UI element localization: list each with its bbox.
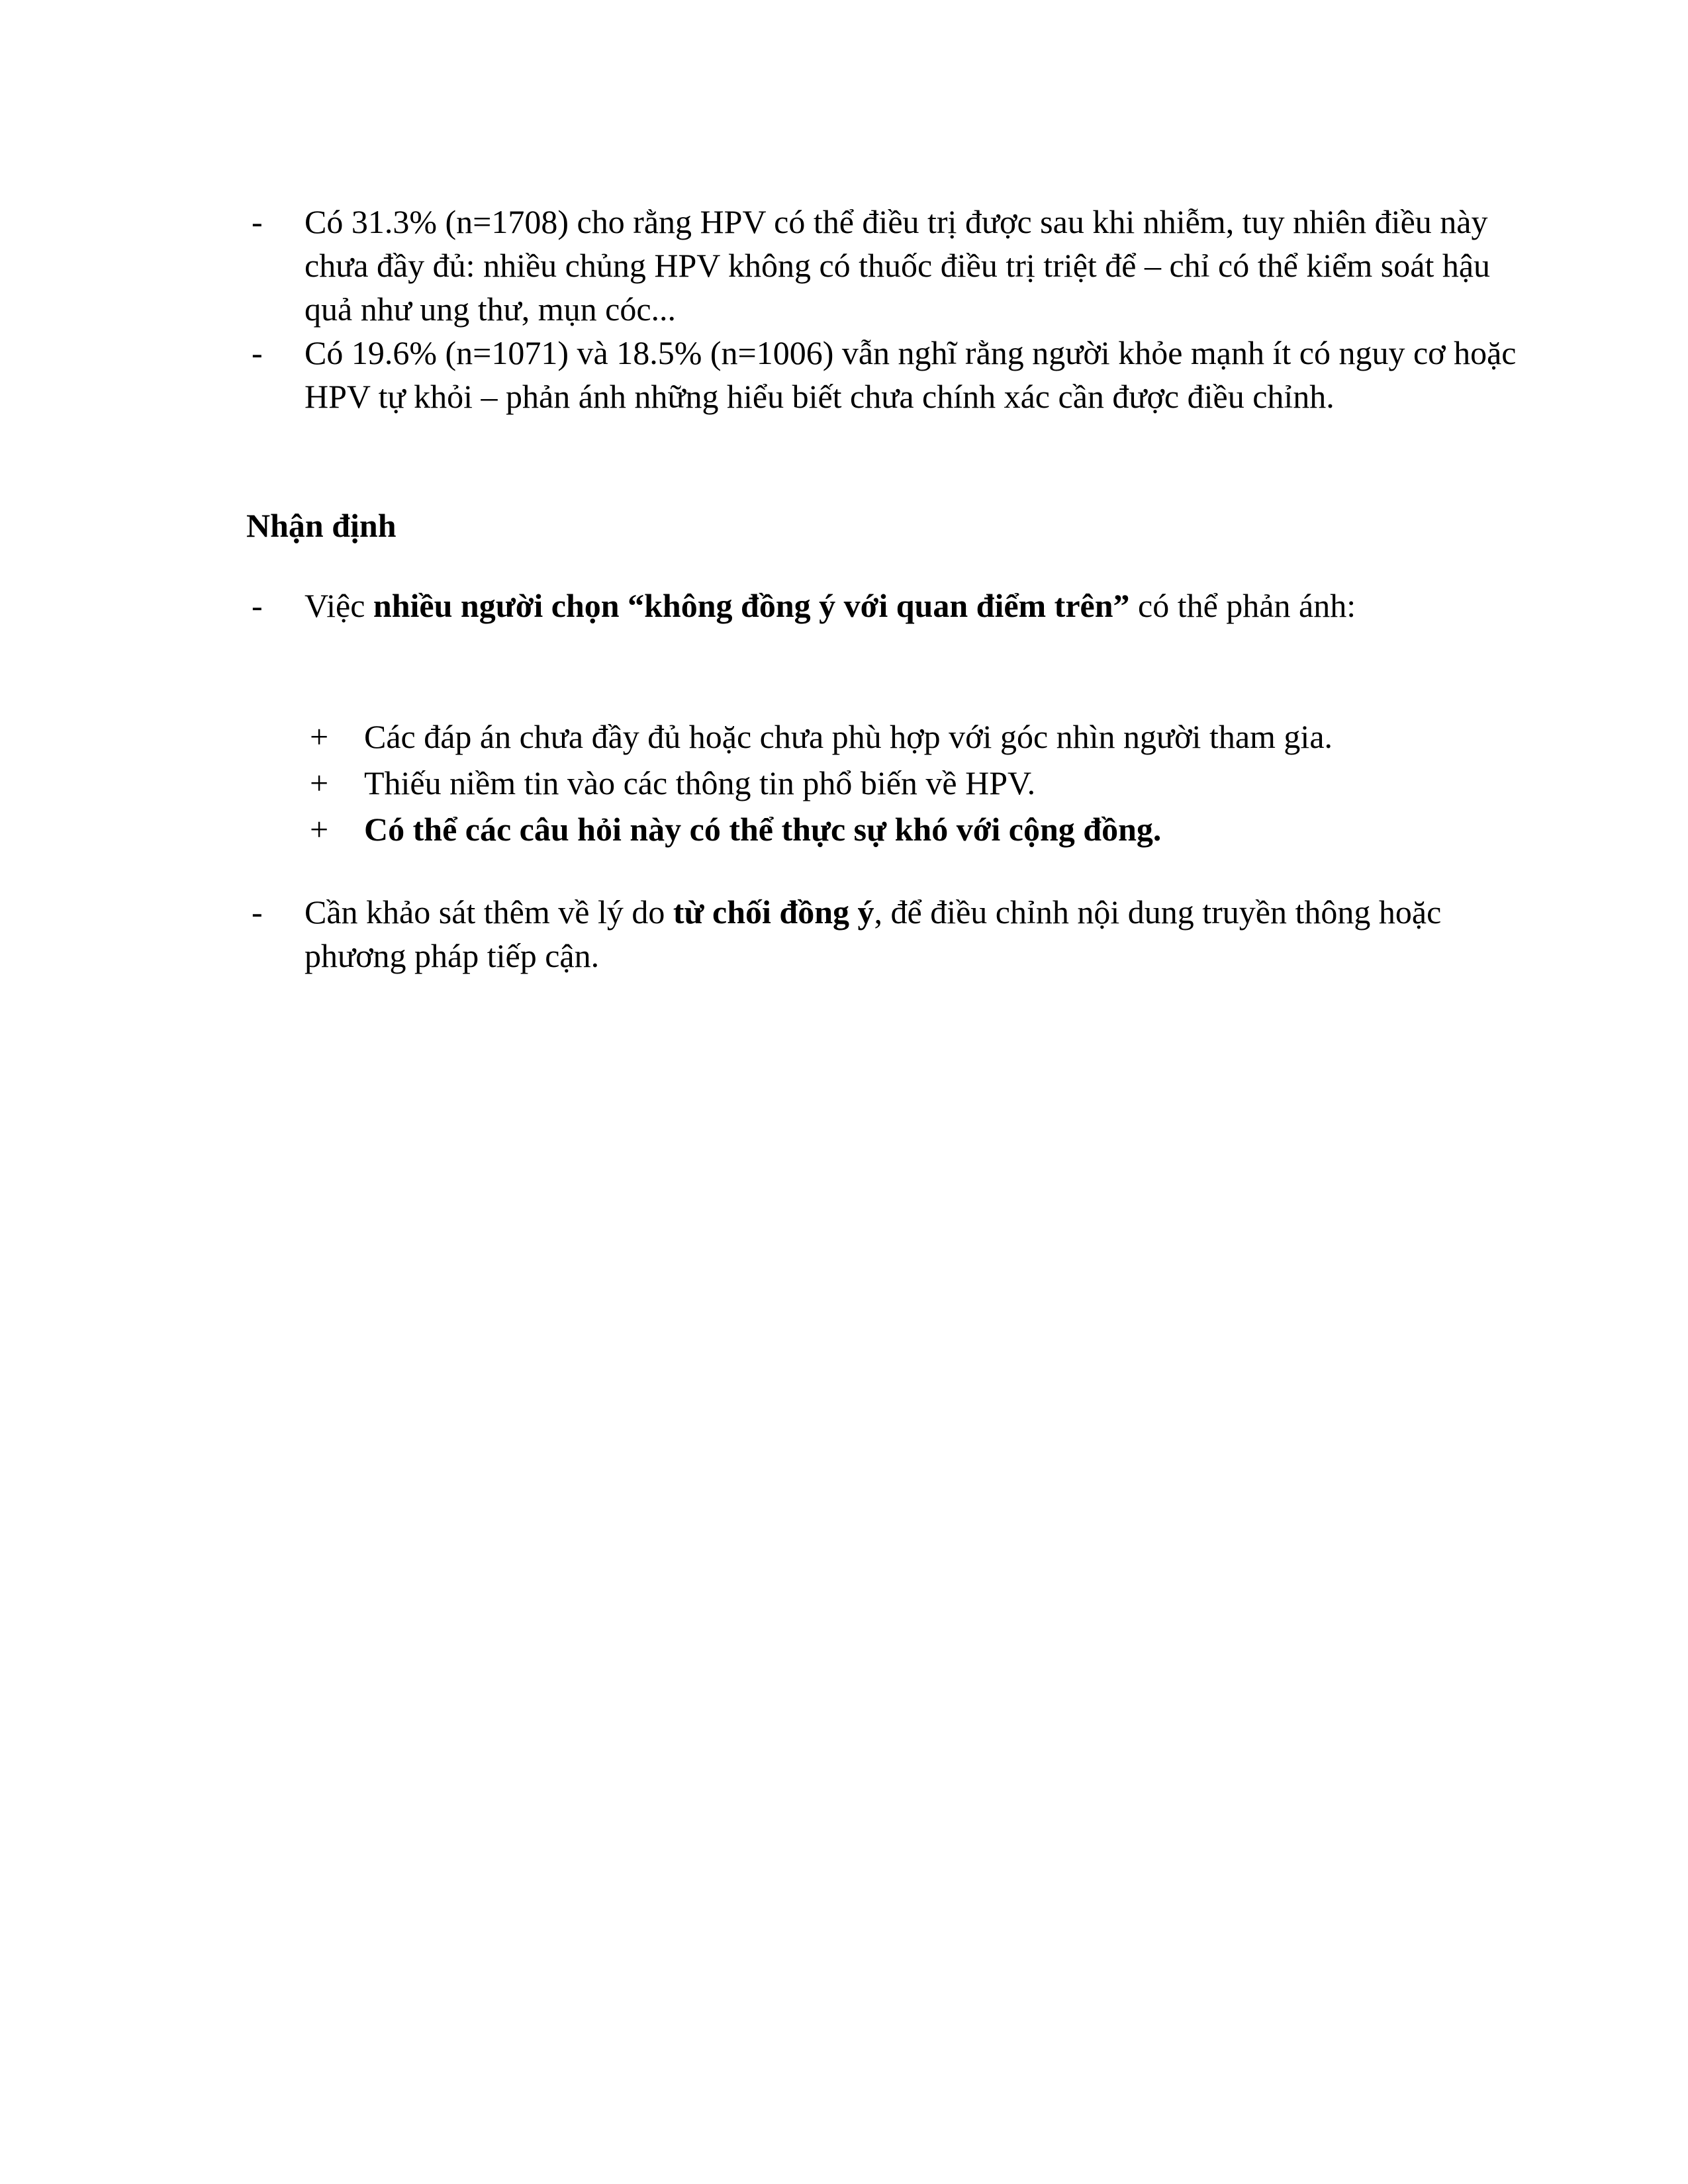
section-heading: Nhận định xyxy=(246,507,397,544)
dash-bullet: - xyxy=(252,334,263,371)
list-item-text: Có 31.3% (n=1708) cho rằng HPV có thể điều trị được sau khi nhiễm, tuy nhiên điều này chưa đầy đủ: nhiều chủng HPV không có thuốc điều trị triệt để – chỉ có thể kiểm soát hậu quả như ung thư, mụn cóc... xyxy=(305,203,1491,328)
list-item xyxy=(252,890,1536,978)
list-item-text-post: có thể phản ánh: xyxy=(1129,587,1356,624)
list-item xyxy=(252,200,1536,331)
plus-bullet: + xyxy=(310,718,329,755)
list-item xyxy=(252,331,1536,418)
list-item-text-pre: Cần khảo sát thêm về lý do xyxy=(305,893,673,931)
plus-bullet: + xyxy=(310,764,329,801)
list-item-bold-text: từ chối đồng ý xyxy=(673,893,874,931)
sub-list-item xyxy=(310,761,1556,805)
dash-bullet: - xyxy=(252,893,263,931)
sub-list-item-text: Có thể các câu hỏi này có thể thực sự khó với cộng đồng. xyxy=(364,811,1162,848)
sub-list-item xyxy=(310,807,1556,851)
list-item xyxy=(252,584,1536,627)
dash-bullet: - xyxy=(252,587,263,624)
list-item-text-pre: Việc xyxy=(305,587,373,624)
sub-list-item xyxy=(310,715,1556,758)
list-item-text-post: , để điều chỉnh nội dung truyền thông hoặc phương pháp tiếp cận. xyxy=(305,893,1442,974)
list-item-text: Có 19.6% (n=1071) và 18.5% (n=1006) vẫn nghĩ rằng người khỏe mạnh ít có nguy cơ hoặc HPV tự khỏi – phản ánh những hiểu biết chưa chính xác cần được điều chỉnh. xyxy=(305,334,1517,415)
plus-bullet: + xyxy=(310,811,329,848)
list-item-bold-text: nhiều người chọn “không đồng ý với quan điểm trên” xyxy=(373,587,1130,624)
sub-list-item-text: Thiếu niềm tin vào các thông tin phổ biến về HPV. xyxy=(364,764,1036,801)
dash-bullet: - xyxy=(252,203,263,240)
sub-list-item-text: Các đáp án chưa đầy đủ hoặc chưa phù hợp với góc nhìn người tham gia. xyxy=(364,718,1333,755)
